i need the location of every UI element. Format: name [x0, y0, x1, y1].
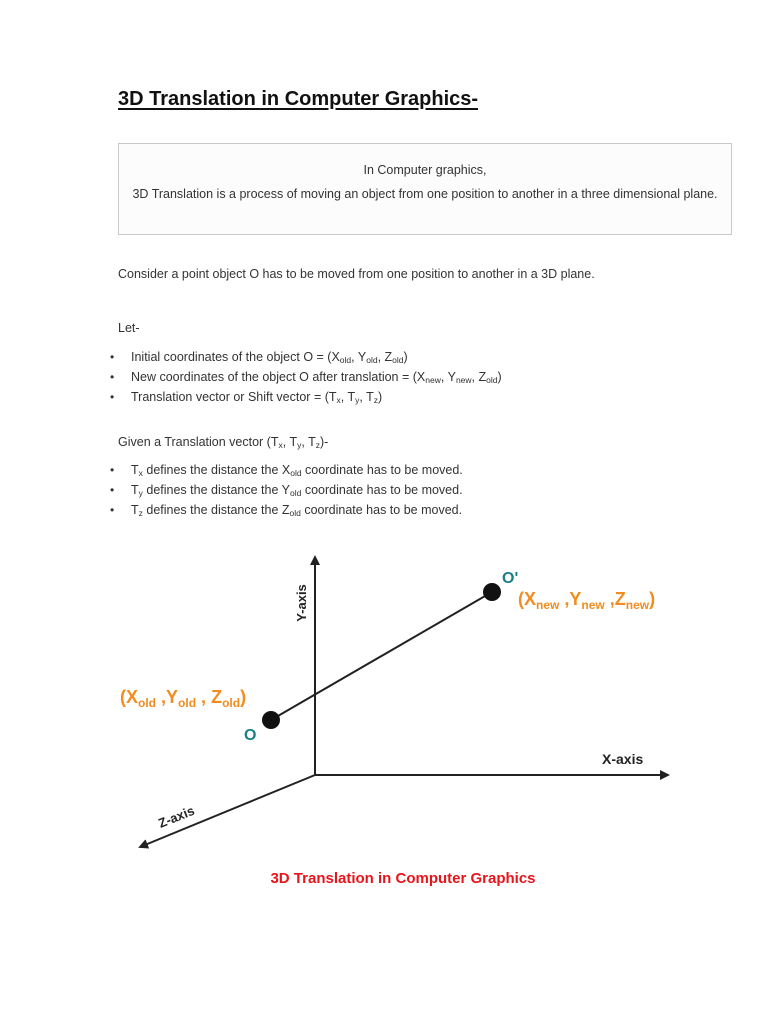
list-item-ty: • $T_y$ defines the distance the $Y_{old}$ coordinate has to be moved. — [108, 481, 463, 501]
coordinates-list — [108, 348, 502, 408]
y-axis-label: Y-axis — [294, 584, 309, 622]
definition-box — [118, 143, 732, 235]
list-item-new-coordinates: • New coordinates of the object O after translation = ($X_{new}$, $Y_{new}$, $Z_{old}$) — [108, 368, 502, 388]
old-point-label: O — [244, 727, 257, 744]
new-point-label: O' — [502, 570, 519, 587]
vector-components-list — [108, 461, 463, 521]
consider-paragraph: Consider a point object O has to be moved from one position to another in a 3D plane. — [118, 267, 595, 281]
translation-figure — [118, 545, 678, 890]
list-item-tx: • $T_x$ defines the distance the $X_{old}$ coordinate has to be moved. — [108, 461, 463, 481]
x-axis-label: X-axis — [602, 751, 644, 767]
z-axis-label: Z-axis — [156, 802, 197, 831]
list-item-initial-coordinates: • Initial coordinates of the object $O = (X_{old}$, $Y_{old}$, $Z_{old}$) — [108, 348, 502, 368]
given-vector-paragraph: Given a Translation vector ($T_x$, $T_y$, $T_z)-$ — [118, 435, 329, 450]
list-item-tz: • $T_z$ defines the distance the $Z_{old}$ coordinate has to be moved. — [108, 501, 463, 521]
new-point-marker — [483, 583, 501, 601]
figure-background — [118, 545, 678, 890]
old-point-marker — [262, 711, 280, 729]
let-label: Let- — [118, 321, 140, 335]
page-title: 3D Translation in Computer Graphics- — [118, 88, 479, 110]
translation-diagram — [118, 545, 678, 890]
old-coordinates-label: ($X_{old}$ $,Y_{old}$ , $Z_{old}$) — [120, 687, 247, 710]
list-item-translation-vector: • Translation vector or Shift vector = ($T_x$, $T_y$, $T_z$) — [108, 388, 502, 408]
definition-line-1: In Computer graphics, — [363, 163, 487, 177]
figure-caption: 3D Translation in Computer Graphics — [270, 870, 536, 887]
definition-line-2: 3D Translation is a process of moving an object from one position to another in a three dimensional plane. — [132, 187, 718, 201]
new-coordinates-label: ($X_{new}$ $,Y_{new}$ $,Z_{new}$) — [518, 589, 656, 612]
